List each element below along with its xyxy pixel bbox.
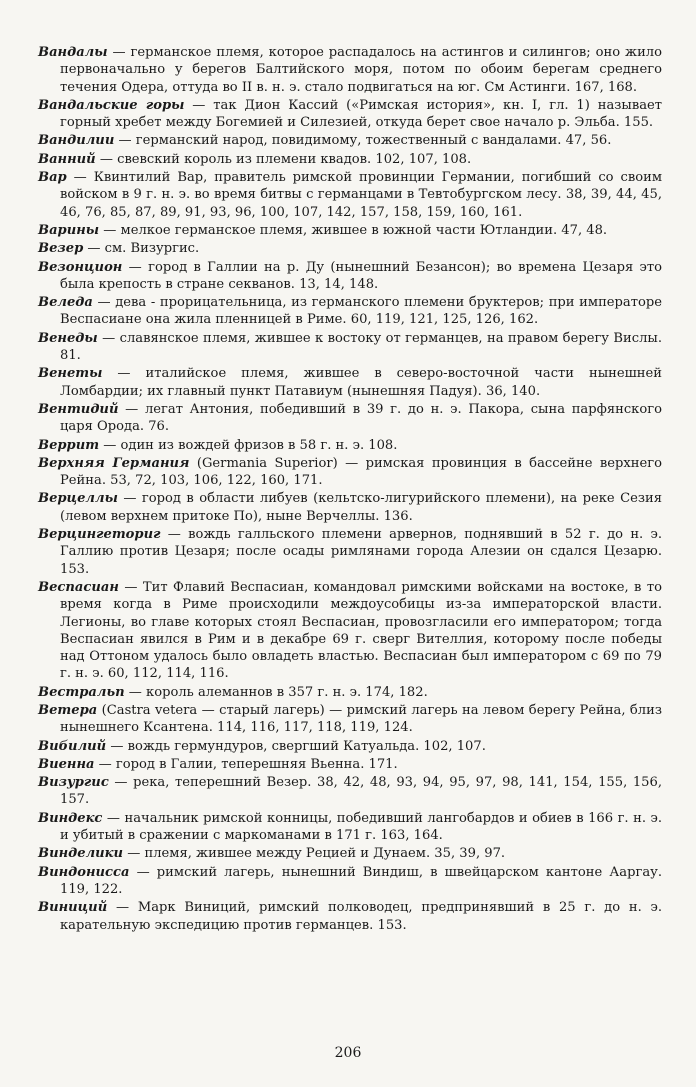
dictionary-entry (38, 169, 662, 221)
entry-text: — король алеманнов в 357 г. н. э. 174, 182. (124, 684, 428, 700)
entry-term: Верцеллы (38, 491, 118, 507)
entry-term: Виниций (38, 900, 108, 916)
entry-text: — город в Галии, теперешняя Вьенна. 171. (94, 756, 398, 772)
entry-text: — славянское племя, жившее к востоку от германцев, на правом берегу Вислы. 81. (60, 330, 662, 364)
dictionary-entry (38, 44, 662, 96)
dictionary-entry (38, 294, 662, 329)
entry-term: Виндонисса (38, 864, 130, 880)
entry-text: — город в Галлии на р. Ду (нынешний Безансон); во времена Цезаря это была крепость в стране секванов. 13, 14, 148. (60, 259, 662, 292)
dictionary-entry (38, 222, 662, 239)
dictionary-entry (38, 899, 662, 934)
entry-term: Ветера (38, 702, 98, 718)
dictionary-entry (38, 97, 662, 132)
entry-text: — Марк Виниций, римский полководец, предпринявший в 25 г. до н. э. карательную экспедицию против германцев. 153. (60, 900, 662, 933)
entry-text: — вождь гермундуров, свергший Катуальда. 102, 107. (106, 738, 486, 754)
entry-term: Венеды (38, 330, 98, 346)
dictionary-entry (38, 259, 662, 294)
entry-text: — германский народ, повидимому, тожественный с вандалами. 47, 56. (114, 133, 612, 149)
entry-text: — начальник римской конницы, победивший лангобардов и обиев в 166 г. н. э. и убитый в сражении с маркоманами в 171 г. 163, 164. (60, 810, 662, 844)
entry-text: — свевский король из племени квадов. 102, 107, 108. (95, 151, 472, 167)
entry-term: Вандилии (38, 133, 115, 149)
page-number: 206 (334, 1045, 362, 1061)
dictionary-entry (38, 845, 662, 862)
dictionary-entry (38, 738, 662, 755)
entry-term: Верцингеториг (38, 527, 161, 543)
dictionary-entry (38, 437, 662, 454)
entry-text: — римский лагерь, нынешний Виндиш, в швейцарском кантоне Ааргау. 119, 122. (60, 864, 662, 897)
dictionary-entry (38, 330, 662, 365)
dictionary-entry (38, 810, 662, 845)
dictionary-entry (38, 151, 662, 168)
dictionary-entry (38, 240, 662, 257)
entry-text: — Тит Флавий Веспасиан, командовал римскими войсками на востоке, в то время когда в Риме происходили междоусобицы из-за императорской власти. Легионы, во главе которых стоял Веспасиан, провозгласили его императором; тогда Веспасиан явился в Рим и в декабре 69 г. сверг Вителлия, которому после победы над Оттоном удалось было овладеть властью. Веспасиан был императором с 69 по 79 г. н. э. 60, 112, 114, 116. (60, 579, 662, 682)
entry-term: Вибилий (38, 738, 107, 754)
entry-term: Ванний (38, 151, 96, 167)
entry-term: Вестральп (38, 684, 125, 700)
dictionary-entry (38, 455, 662, 490)
entry-text: — вождь галльского племени арвернов, поднявший в 52 г. до н. э. Галлию против Цезаря; после осады римлянами города Алезии он сдался Цезарю. 153. (60, 527, 662, 577)
entry-list (38, 44, 662, 934)
entry-text: — мелкое германское племя, жившее в южной части Ютландии. 47, 48. (99, 222, 608, 238)
dictionary-entry (38, 490, 662, 525)
entry-text: — италийское племя, жившее в северо-восточной части нынешней Ломбардии; их главный пункт Патавиум (нынешняя Падуя). 36, 140. (60, 366, 662, 399)
entry-text: — Квинтилий Вар, правитель римской провинции Германии, погибший со своим войском в 9 г. н. э. во время битвы с германцами в Тевтобургском лесу. 38, 39, 44, 45, 46, 76, 85, 87, 89, 91, 93, 96, 100, 107, 142, 157, 158, 159, 160, 161. (60, 170, 662, 220)
entry-term: Верхняя Германия (38, 455, 190, 471)
dictionary-entry (38, 401, 662, 436)
entry-text: — город в области либуев (кельтско-лигурийского племени), на реке Сезия (левом верхнем притоке По), ныне Верчеллы. 136. (60, 491, 662, 524)
entry-term: Виндекс (38, 810, 103, 826)
entry-term: Веледа (38, 295, 93, 311)
entry-text: — дева - прорицательница, из германского племени бруктеров; при императоре Веспасиане она жила пленницей в Риме. 60, 119, 121, 125, 126, 162. (60, 295, 662, 328)
entry-text: — легат Антония, победивший в 39 г. до н. э. Пакора, сына парфянского царя Орода. 76. (60, 401, 662, 435)
dictionary-entry (38, 702, 662, 737)
entry-term: Везер (38, 241, 84, 257)
entry-term: Вентидий (38, 401, 119, 417)
entry-text: — река, теперешний Везер. 38, 42, 48, 93, 94, 95, 97, 98, 141, 154, 155, 156, 157. (60, 775, 662, 808)
entry-term: Виенна (38, 756, 95, 772)
entry-text: — один из вождей фризов в 58 г. н. э. 108. (99, 437, 398, 453)
entry-text: (Castra vetera — старый лагерь) — римский лагерь на левом берегу Рейна, близ нынешнего Ксантена. 114, 116, 117, 118, 119, 124. (60, 702, 662, 736)
entry-term: Везонцион (38, 259, 123, 275)
dictionary-entry (38, 864, 662, 899)
dictionary-entry (38, 526, 662, 578)
entry-text: — племя, жившее между Рецией и Дунаем. 35, 39, 97. (123, 846, 506, 862)
entry-term: Винделики (38, 846, 124, 862)
entry-term: Венеты (38, 366, 103, 382)
dictionary-entry (38, 579, 662, 683)
entry-text: (Germania Superior) — римская провинция в бассейне верхнего Рейна. 53, 72, 103, 106, 122, 160, 171. (60, 455, 662, 489)
dictionary-entry (38, 756, 662, 773)
entry-text: — см. Визургис. (83, 241, 200, 257)
entry-text: — так Дион Кассий («Римская история», кн. I, гл. 1) называет горный хребет между Богемией и Силезией, откуда берет свое начало р. Эльба. 155. (60, 97, 662, 131)
entry-term: Визургис (38, 775, 109, 791)
dictionary-entry (38, 132, 662, 149)
dictionary-entry (38, 684, 662, 701)
entry-text: — германское племя, которое распадалось на астингов и силингов; оно жило первоначально у берегов Балтийского моря, потом по обоим берегам среднего течения Одера, оттуда во II в. н. э. стало подвигаться на юг. См Астинги. 167, 168. (60, 45, 662, 95)
entry-term: Вандальские горы (38, 97, 185, 113)
entry-term: Вар (38, 170, 67, 186)
entry-term: Веспасиан (38, 579, 119, 595)
entry-term: Варины (38, 222, 100, 238)
entry-term: Веррит (38, 437, 100, 453)
dictionary-entry (38, 774, 662, 809)
dictionary-entry (38, 365, 662, 400)
entry-term: Вандалы (38, 45, 108, 60)
